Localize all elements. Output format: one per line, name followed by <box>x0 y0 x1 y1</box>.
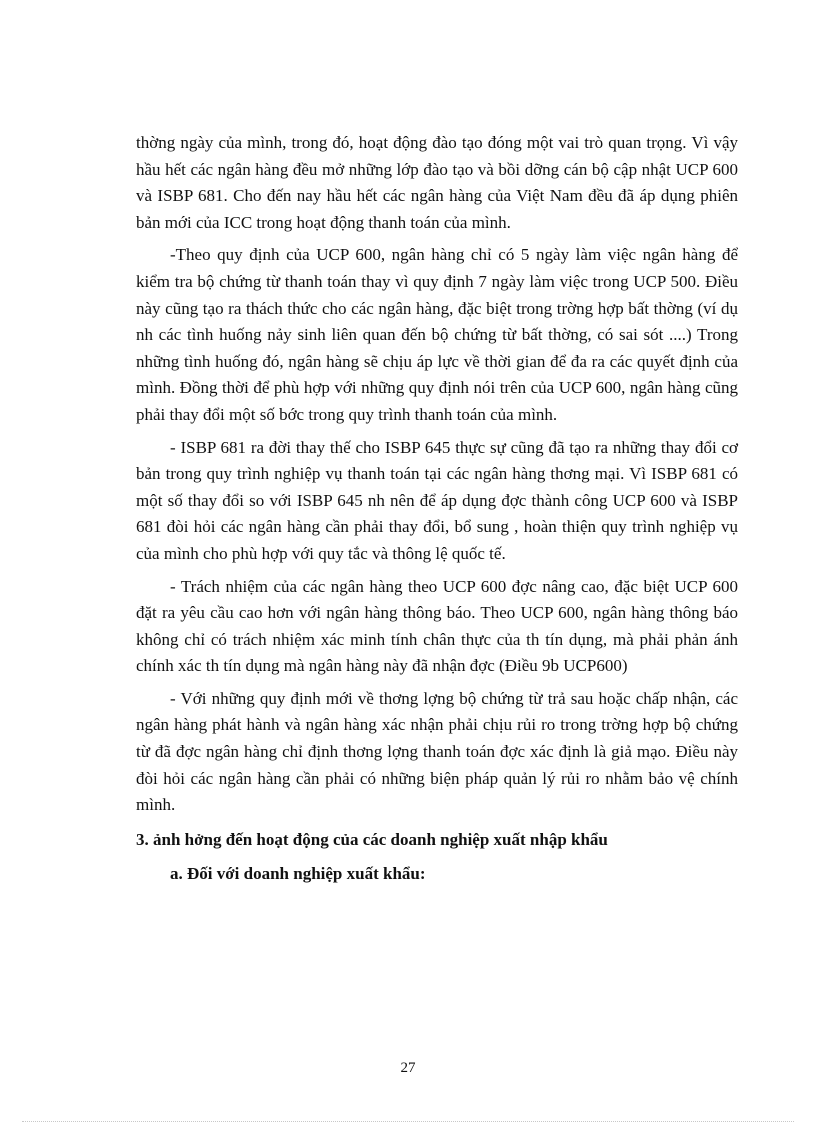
section-heading: 3. ảnh hởng đến hoạt động của các doanh nghiệp xuất nhập khẩu <box>136 829 608 849</box>
paragraph-ucp600-review-time: -Theo quy định của UCP 600, ngân hàng chỉ có 5 ngày làm việc ngân hàng để kiểm tra bộ chứng từ thanh toán thay vì quy định 7 ngày làm việc trong UCP 500. Điều này cũng tạo ra thách thức cho các ngân hàng, đặc biệt trong trờng hợp bất thờng (ví dụ nh các tình huống nảy sinh liên quan đến bộ chứng từ bất thờng, có sai sót ....) Trong những tình huống đó, ngân hàng sẽ chịu áp lực về thời gian để đa ra các quyết định của mình. Đồng thời để phù hợp với những quy định nói trên của UCP 600, ngân hàng cũng phải thay đổi một số bớc trong quy trình thanh toán của mình. <box>136 245 738 424</box>
paragraph-negotiation-risk: - Với những quy định mới về thơng lợng bộ chứng từ trả sau hoặc chấp nhận, các ngân hàng phát hành và ngân hàng xác nhận phải chịu rủi ro trong trờng hợp bộ chứng từ đã đợc ngân hàng chỉ định thơng lợng thanh toán đợc xác định là giả mạo. Điều này đòi hỏi các ngân hàng cần phải có những biện pháp quản lý rủi ro nhằm bảo vệ chính mình. <box>136 688 738 815</box>
paragraph-training: thờng ngày của mình, trong đó, hoạt động đào tạo đóng một vai trò quan trọng. Vì vậy hầu hết các ngân hàng đều mở những lớp đào tạo và bồi dỡng cán bộ cập nhật UCP 600 và ISBP 681. Cho đến nay hầu hết các ngân hàng của Việt Nam đều đã áp dụng phiên bản mới của ICC trong hoạt động thanh toán của mình. <box>136 133 738 232</box>
page-body <box>136 130 738 889</box>
page-bottom-divider <box>22 1121 794 1122</box>
subsection-heading: a. Đối với doanh nghiệp xuất khẩu: <box>170 863 426 883</box>
page-number: 27 <box>400 1060 416 1076</box>
paragraph-isbp681: - ISBP 681 ra đời thay thế cho ISBP 645 thực sự cũng đã tạo ra những thay đổi cơ bản trong quy trình nghiệp vụ thanh toán tại các ngân hàng thơng mại. Vì ISBP 681 có một số thay đổi so với ISBP 645 nh nên để áp dụng đợc thành công UCP 600 và ISBP 681 đòi hỏi các ngân hàng cần phải thay đổi, bổ sung , hoàn thiện quy trình nghiệp vụ của mình cho phù hợp với quy tắc và thông lệ quốc tế. <box>136 437 738 563</box>
paragraph-advising-bank: - Trách nhiệm của các ngân hàng theo UCP 600 đợc nâng cao, đặc biệt UCP 600 đặt ra yêu cầu cao hơn với ngân hàng thông báo. Theo UCP 600, ngân hàng thông báo không chỉ có trách nhiệm xác minh tính chân thực của th tín dụng, mà phải phản ánh chính xác th tín dụng mà ngân hàng này đã nhận đợc (Điều 9b UCP600) <box>136 576 738 676</box>
